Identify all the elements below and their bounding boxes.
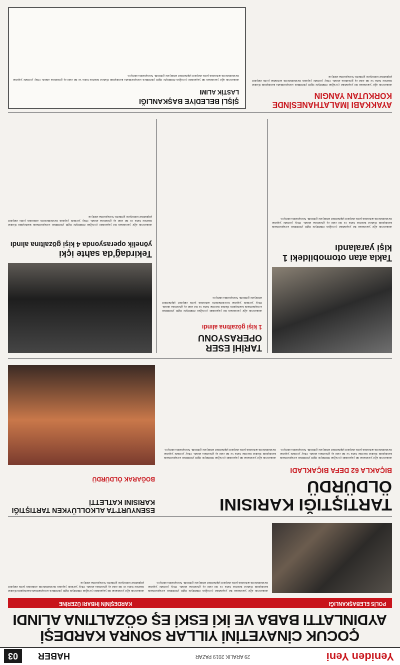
story-three-photo	[8, 263, 152, 353]
story-four-subhead: 1 kişi gözaltına alındı	[201, 323, 262, 329]
story-one-body-1: Ankara'da ağır yaralanan iki yaşındaki çocuğun ölümüyle ilgili yürütülen soruşturmada kardeşinin ifadesi üzerine baba ve iki eski eş gözaltına alındı. Olay yerinde yapılan incelemelerin ardından polis ekipleri şüphelileri emniyete götürdü. Soruşturma sürüyor.	[280, 447, 392, 460]
divider	[8, 516, 392, 517]
announcement-box	[8, 7, 246, 109]
divider	[8, 358, 392, 359]
story-one-body-2: Ankara'da ağır yaralanan iki yaşındaki çocuğun ölümüyle ilgili yürütülen soruşturmada kardeşinin ifadesi üzerine baba ve iki eski eş gözaltına alındı. Olay yerinde yapılan incelemelerin ardından polis ekipleri şüphelileri emniyete götürdü. Soruşturma sürüyor.	[164, 447, 276, 460]
story-four-body: Ankara'da ağır yaralanan iki yaşındaki çocuğun ölümüyle ilgili yürütülen soruşturmada kardeşinin ifadesi üzerine baba ve iki eski eş gözaltına alındı. Olay yerinde yapılan incelemelerin ardından polis ekipleri şüphelileri emniyete götürdü. Soruşturma sürüyor.	[162, 296, 262, 313]
main-photo	[272, 523, 392, 593]
kicker-strip	[8, 598, 392, 608]
main-body-2: Ankara'da ağır yaralanan iki yaşındaki çocuğun ölümüyle ilgili yürütülen soruşturmada kardeşinin ifadesi üzerine baba ve iki eski eş gözaltına alındı. Olay yerinde yapılan incelemelerin ardından polis ekipleri şüphelileri emniyete götürdü. Soruşturma sürüyor.	[8, 580, 144, 593]
story-four-headline: TARİHİ ESER OPERASYONU	[197, 333, 262, 353]
announcement-title: ŞİŞLİ BELEDİYE BAŞKANLIĞI	[139, 97, 239, 104]
masthead	[0, 647, 400, 665]
story-one-headline: TARTIŞTIĞI KARISINI ÖLDÜRDÜ	[219, 477, 392, 514]
story-three-subhead: yönelik operasyonda 4 kişi gözaltına alındı	[10, 240, 152, 247]
main-body-1: Ankara'da ağır yaralanan iki yaşındaki çocuğun ölümüyle ilgili yürütülen soruşturmada kardeşinin ifadesi üzerine baba ve iki eski eş gözaltına alındı. Olay yerinde yapılan incelemelerin ardından polis ekipleri şüphelileri emniyete götürdü. Soruşturma sürüyor.	[148, 580, 268, 593]
story-three-headline: Tekirdağ'da sahte içki	[58, 249, 152, 259]
story-six-headline: AYAKKABI İMALATHANESİNDE KORKUTAN YANGIN	[272, 91, 392, 109]
story-one-subhead: BIÇAKLA 62 DEFA BIÇAKLADI	[290, 466, 392, 473]
story-five-headline: Takla atan otomobildeki 1 kişi yaralandı	[282, 243, 392, 263]
masthead-logo: Yeniden Yeni	[326, 650, 394, 662]
column-rule	[267, 119, 268, 353]
story-two-photo	[8, 365, 155, 465]
announcement-body: Ankara'da ağır yaralanan iki yaşındaki çocuğun ölümüyle ilgili yürütülen soruşturmada kardeşinin ifadesi üzerine baba ve iki eski eş gözaltına alındı. Olay yerinde yapılan incelemelerin ardından polis ekipleri şüphelileri emniyete götürdü. Soruşturma sürüyor.	[13, 73, 239, 82]
story-two-subhead: BOĞARAK ÖLDÜRDÜ	[92, 475, 155, 481]
story-two-headline: ESENYURT'TA ALKOLLÜYKEN TARTIŞTIĞI KARISINI KATLETTİ	[11, 498, 155, 513]
kicker-label: POLİS ELEBAŞKANLIĞI	[328, 600, 386, 606]
divider	[8, 112, 392, 113]
story-five-photo	[272, 267, 392, 353]
main-headline: ÇOCUK CİNAYETİNİ YILLAR SONRA KARDEŞİ AYDINLATTI BABA VE İKİ ESKİ EŞ GÖZALTINA ALINDI	[13, 611, 387, 644]
announcement-label: LASTİK ALIMI	[199, 88, 239, 94]
kicker-text: KARDEŞİNİN İHBARI ÜZERİNE	[58, 600, 132, 606]
story-five-body: Ankara'da ağır yaralanan iki yaşındaki çocuğun ölümüyle ilgili yürütülen soruşturmada kardeşinin ifadesi üzerine baba ve iki eski eş gözaltına alındı. Olay yerinde yapılan incelemelerin ardından polis ekipleri şüphelileri emniyete götürdü. Soruşturma sürüyor.	[272, 216, 392, 229]
masthead-section: HABER	[37, 651, 70, 661]
story-six-body: Ankara'da ağır yaralanan iki yaşındaki çocuğun ölümüyle ilgili yürütülen soruşturmada kardeşinin ifadesi üzerine baba ve iki eski eş gözaltına alındı. Olay yerinde yapılan incelemelerin ardından polis ekipleri şüphelileri emniyete götürdü. Soruşturma sürüyor.	[252, 74, 392, 87]
page-number: 03	[4, 649, 22, 663]
story-three-body: Ankara'da ağır yaralanan iki yaşındaki çocuğun ölümüyle ilgili yürütülen soruşturmada kardeşinin ifadesi üzerine baba ve iki eski eş gözaltına alındı. Olay yerinde yapılan incelemelerin ardından polis ekipleri şüphelileri emniyete götürdü. Soruşturma sürüyor.	[8, 214, 152, 227]
masthead-date: 29 ARALIK 2019 PAZAR	[195, 653, 250, 659]
column-rule	[156, 119, 157, 353]
